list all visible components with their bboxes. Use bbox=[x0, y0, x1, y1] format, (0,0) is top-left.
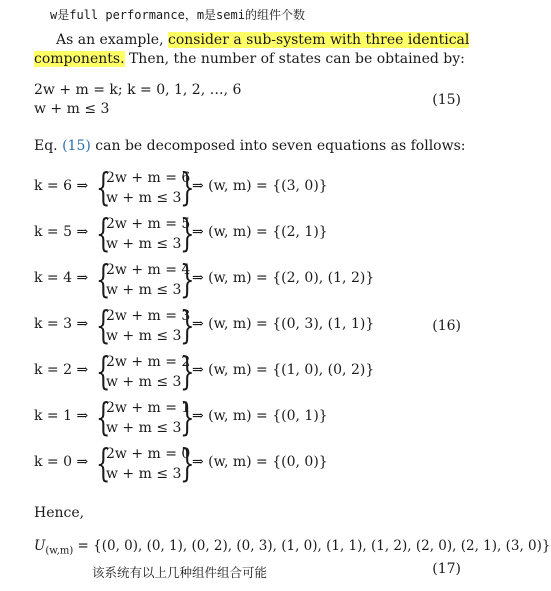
eq16-number: (16) bbox=[432, 318, 461, 334]
right-brace: } bbox=[180, 211, 195, 255]
highlighted-text-2[interactable]: components. bbox=[34, 51, 125, 67]
intro-line-1 bbox=[56, 32, 469, 48]
eq17-lhs: U bbox=[34, 538, 46, 554]
solution-set: ⇒ (w, m) = {(0, 0)} bbox=[192, 454, 328, 470]
eq17-number: (17) bbox=[432, 561, 461, 577]
right-brace: } bbox=[180, 257, 195, 301]
system-line-2: w + m ≤ 3 bbox=[106, 466, 182, 482]
solution-set: ⇒ (w, m) = {(1, 0), (0, 2)} bbox=[192, 362, 375, 378]
k-label: k = 6 ⇒ bbox=[34, 178, 89, 194]
right-brace: } bbox=[180, 303, 195, 347]
intro-line-2 bbox=[34, 51, 465, 67]
system-line-1: 2w + m = 2 bbox=[106, 354, 191, 370]
k-label: k = 5 ⇒ bbox=[34, 224, 89, 240]
left-brace: { bbox=[96, 211, 111, 255]
left-brace: { bbox=[96, 441, 111, 485]
left-brace: { bbox=[96, 257, 111, 301]
system-line-1: 2w + m = 1 bbox=[106, 400, 191, 416]
right-brace: } bbox=[180, 441, 195, 485]
left-brace: { bbox=[96, 349, 111, 393]
annotation-note-top: w是full performance，m是semi的组件个数 bbox=[50, 8, 305, 22]
equation-system bbox=[106, 168, 190, 208]
right-brace: } bbox=[180, 349, 195, 393]
system-line-2: w + m ≤ 3 bbox=[106, 236, 182, 252]
decompose-pre: Eq. bbox=[34, 138, 63, 154]
eq15-reference-link[interactable]: (15) bbox=[62, 138, 91, 154]
system-line-2: w + m ≤ 3 bbox=[106, 374, 182, 390]
system-line-1: 2w + m = 0 bbox=[106, 446, 191, 462]
right-brace: } bbox=[180, 165, 195, 209]
solution-set: ⇒ (w, m) = {(0, 1)} bbox=[192, 408, 328, 424]
system-line-2: w + m ≤ 3 bbox=[106, 190, 182, 206]
left-brace: { bbox=[96, 303, 111, 347]
eq15-line2: w + m ≤ 3 bbox=[34, 101, 110, 117]
eq15-number: (15) bbox=[432, 92, 461, 108]
highlighted-text-1[interactable]: consider a sub-system with three identical bbox=[168, 32, 470, 48]
solution-set: ⇒ (w, m) = {(0, 3), (1, 1)} bbox=[192, 316, 375, 332]
solution-set: ⇒ (w, m) = {(3, 0)} bbox=[192, 178, 328, 194]
eq17-rhs: = {(0, 0), (0, 1), (0, 2), (0, 3), (1, 0), (1, 1), (1, 2), (2, 0), (2, 1), (3, 0)} bbox=[73, 538, 551, 554]
annotation-note-bottom: 该系统有以上几种组件组合可能 bbox=[92, 565, 268, 580]
k-label: k = 1 ⇒ bbox=[34, 408, 89, 424]
system-line-2: w + m ≤ 3 bbox=[106, 282, 182, 298]
intro-text: As an example, bbox=[56, 32, 168, 48]
intro-text-post: Then, the number of states can be obtained by: bbox=[124, 51, 465, 67]
left-brace: { bbox=[96, 395, 111, 439]
solution-set: ⇒ (w, m) = {(2, 0), (1, 2)} bbox=[192, 270, 375, 286]
equation-system bbox=[106, 306, 190, 346]
equation-system bbox=[106, 398, 190, 438]
equation-system bbox=[106, 444, 190, 484]
k-label: k = 2 ⇒ bbox=[34, 362, 89, 378]
decompose-post: can be decomposed into seven equations as follows: bbox=[90, 138, 466, 154]
system-line-1: 2w + m = 3 bbox=[106, 308, 191, 324]
system-line-2: w + m ≤ 3 bbox=[106, 420, 182, 436]
system-line-1: 2w + m = 4 bbox=[106, 262, 191, 278]
right-brace: } bbox=[180, 395, 195, 439]
system-line-1: 2w + m = 5 bbox=[106, 216, 191, 232]
left-brace: { bbox=[96, 165, 111, 209]
k-label: k = 4 ⇒ bbox=[34, 270, 89, 286]
equation-system bbox=[106, 260, 190, 300]
k-label: k = 0 ⇒ bbox=[34, 454, 89, 470]
solution-set: ⇒ (w, m) = {(2, 1)} bbox=[192, 224, 328, 240]
eq15-line1: 2w + m = k; k = 0, 1, 2, …, 6 bbox=[34, 82, 242, 98]
equation-system bbox=[106, 352, 190, 392]
k-label: k = 3 ⇒ bbox=[34, 316, 89, 332]
eq17-union bbox=[34, 538, 551, 557]
system-line-1: 2w + m = 6 bbox=[106, 170, 191, 186]
equation-system bbox=[106, 214, 190, 254]
hence-text: Hence, bbox=[34, 505, 85, 521]
eq17-subscript: (w,m) bbox=[45, 545, 74, 557]
decompose-sentence bbox=[34, 138, 466, 154]
system-line-2: w + m ≤ 3 bbox=[106, 328, 182, 344]
